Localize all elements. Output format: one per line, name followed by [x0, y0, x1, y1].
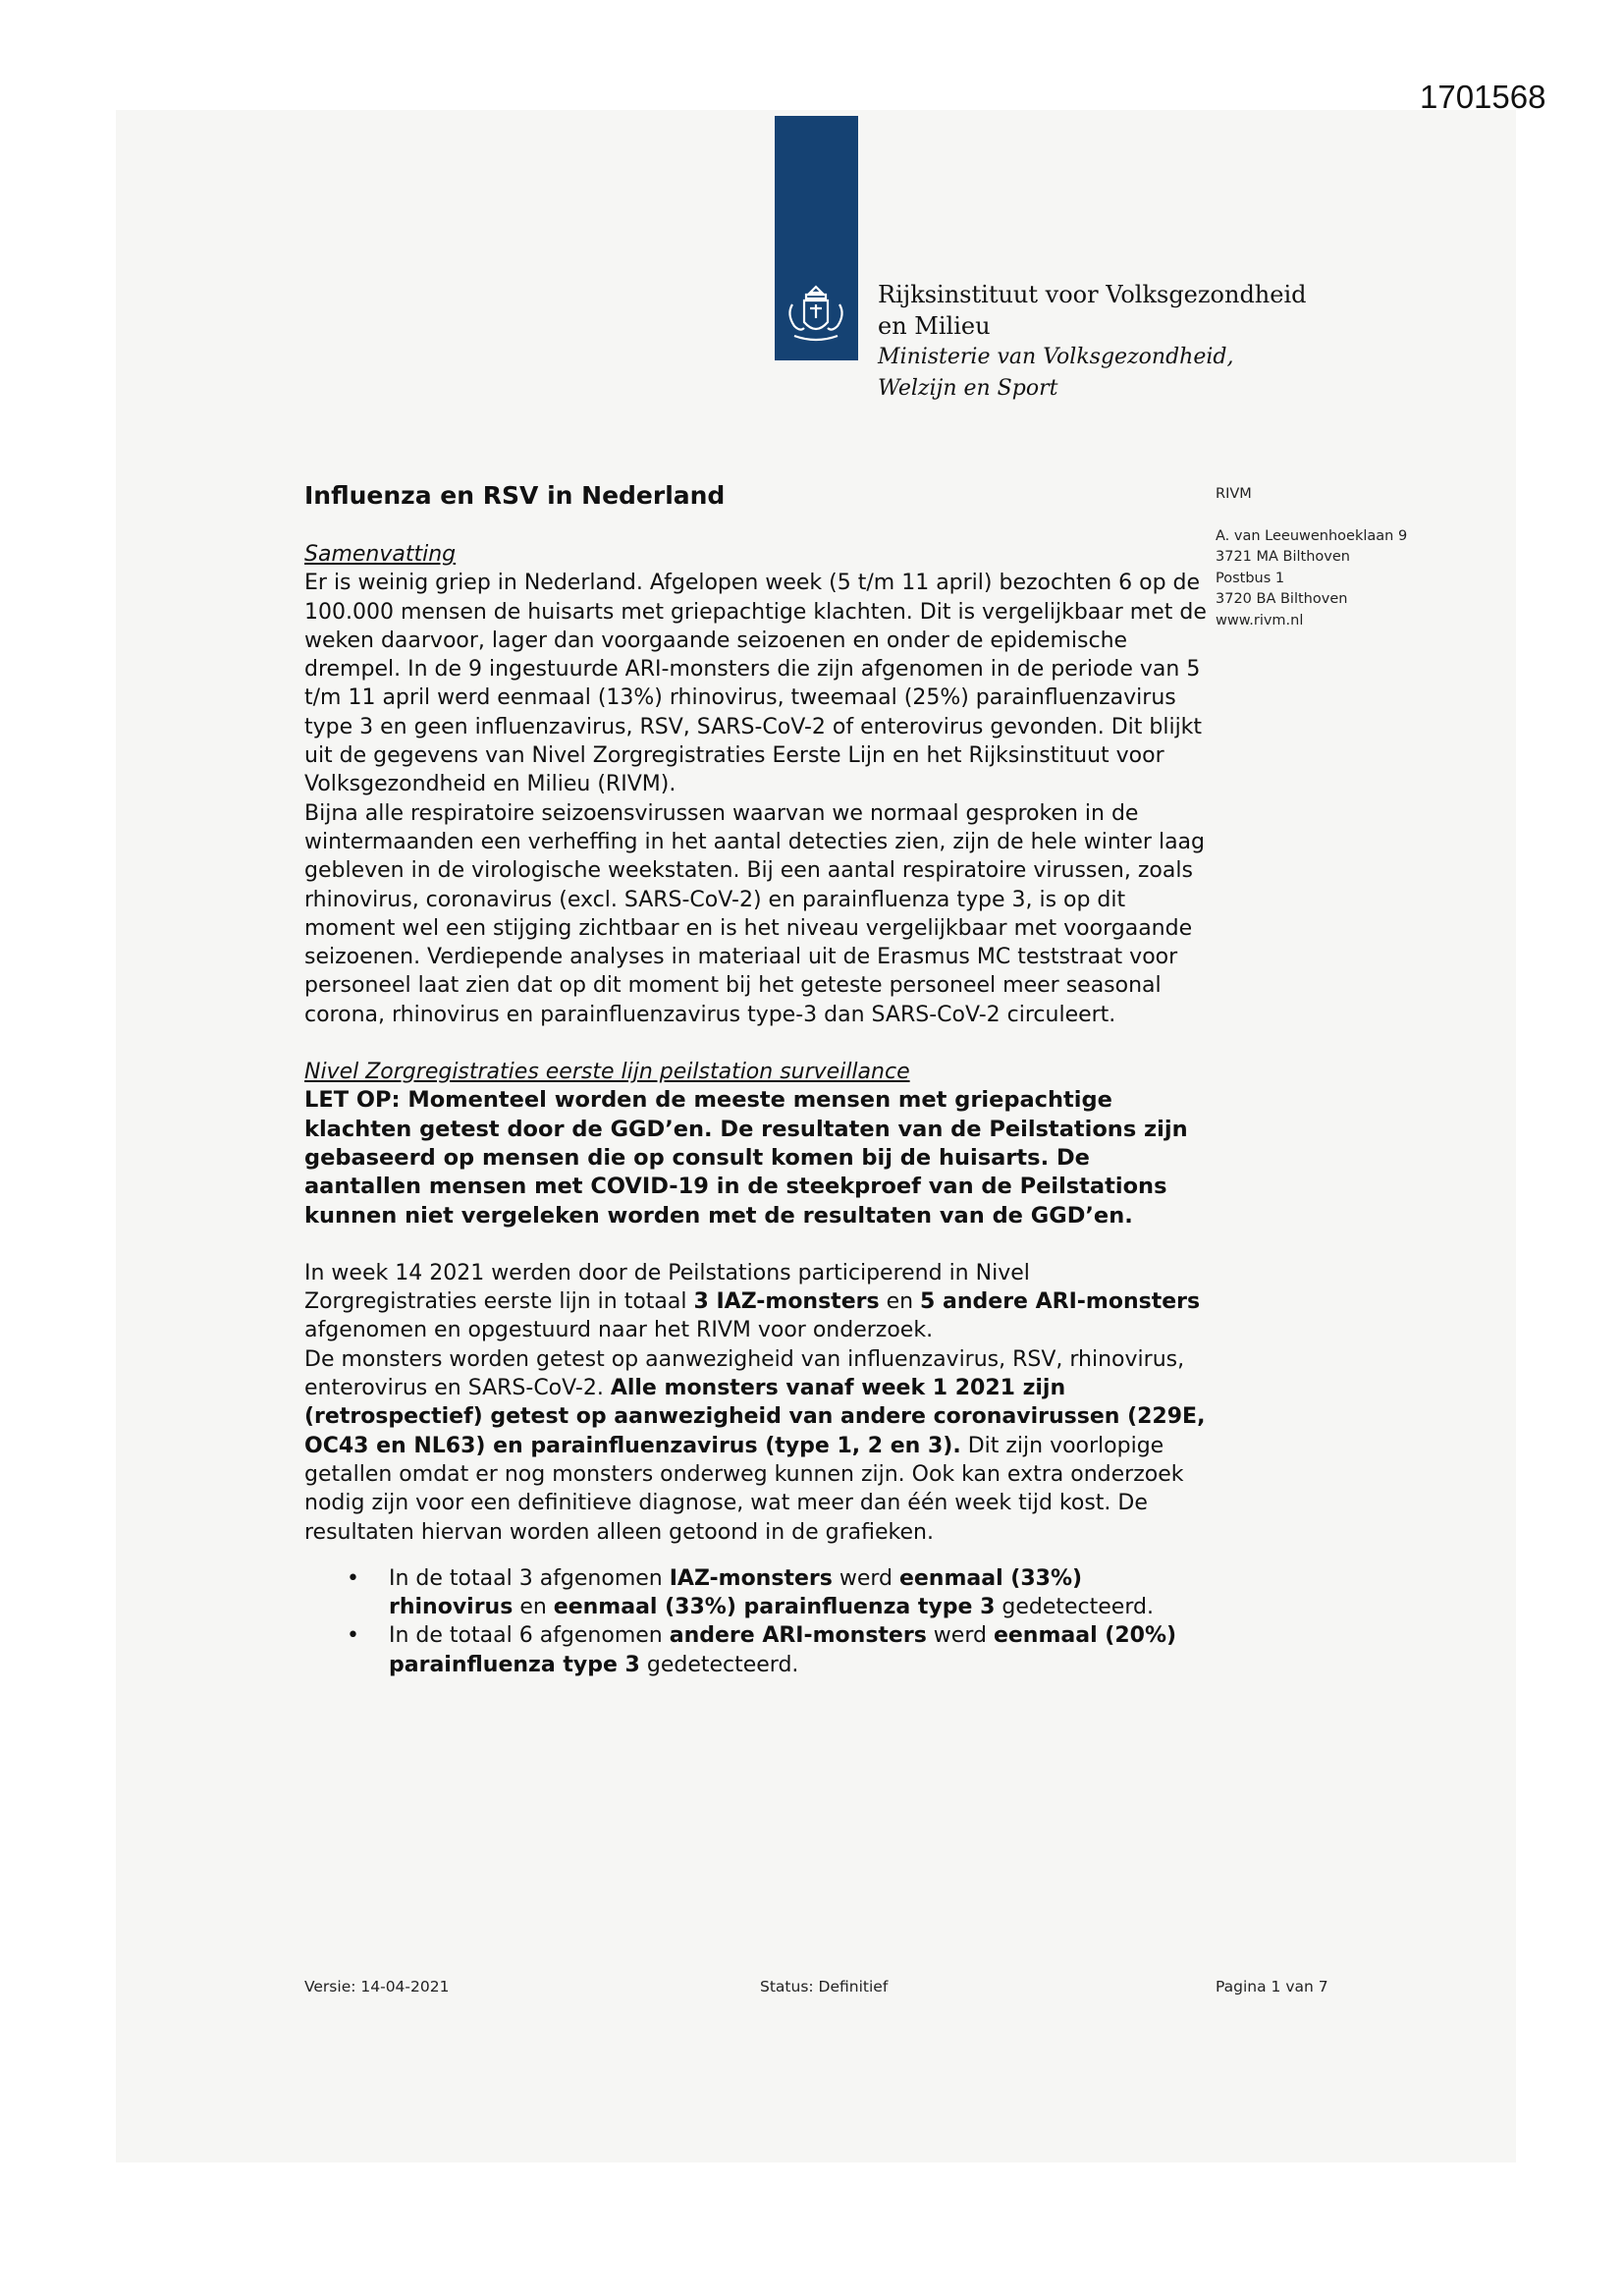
document-number: 1701568: [1420, 79, 1546, 115]
list-item: • In de totaal 6 afgenomen andere ARI-monsters werd eenmaal (20%) parainfluenza type 3 gedetecteerd.: [347, 1623, 1177, 1677]
coat-of-arms-icon: [781, 281, 851, 348]
ministry-line2: Welzijn en Sport: [878, 376, 1058, 401]
org-name-line2: en Milieu: [878, 312, 991, 340]
address-line: 3720 BA Bilthoven: [1216, 591, 1348, 607]
nivel-paragraph-1: In week 14 2021 werden door de Peilstations participerend in Nivel Zorgregistraties eerste lijn in totaal 3 IAZ-monsters en 5 andere ARI-monsters afgenomen en opgestuurd naar het RIVM voor onderzoek.: [304, 1260, 1201, 1343]
list-item: • In de totaal 3 afgenomen IAZ-monsters werd eenmaal (33%) rhinovirus en eenmaal (33%) parainfluenza type 3 gedetecteerd.: [347, 1565, 1154, 1620]
organisation-block: [878, 279, 1307, 405]
results-list: [304, 1564, 1208, 1679]
footer-version: Versie: 14-04-2021: [304, 1978, 450, 1995]
address-line: A. van Leeuwenhoeklaan 9: [1216, 527, 1408, 544]
ministry-line1: Ministerie van Volksgezondheid,: [878, 345, 1234, 369]
nivel-paragraph-2: De monsters worden getest op aanwezigheid van influenzavirus, RSV, rhinovirus, enterovirus en SARS-CoV-2. Alle monsters vanaf week 1 2021 zijn (retrospectief) getest op aanwezigheid van andere coronavirussen (229E, OC43 en NL63) en parainfluenzavirus (type 1, 2 en 3). Dit zijn voorlopige getallen omdat er nog monsters onderweg kunnen zijn. Ook kan extra onderzoek nodig zijn voor een definitieve diagnose, wat meer dan één week tijd kost. De resultaten hiervan worden alleen getoond in de grafieken.: [304, 1346, 1206, 1545]
page-title: Influenza en RSV in Nederland: [304, 481, 726, 510]
summary-paragraph-1: Er is weinig griep in Nederland. Afgelopen week (5 t/m 11 april) bezochten 6 op de 100.000 mensen de huisarts met griepachtige klachten. Dit is vergelijkbaar met de weken daarvoor, lager dan voorgaande seizoenen en onder de epidemische drempel. In de 9 ingestuurde ARI-monsters die zijn afgenomen in de periode van 5 t/m 11 april werd eenmaal (13%) rhinovirus, tweemaal (25%) parainfluenzavirus type 3 en geen influenzavirus, RSV, SARS-CoV-2 of enterovirus gevonden. Dit blijkt uit de gegevens van Nivel Zorgregistraties Eerste Lijn en het Rijksinstituut voor Volksgezondheid en Milieu (RIVM).: [304, 571, 1207, 797]
sidebar-org: RIVM: [1216, 486, 1252, 502]
footer-page-number: Pagina 1 van 7: [1216, 1978, 1328, 1995]
sidebar-address: [1216, 484, 1407, 631]
nivel-heading: Nivel Zorgregistraties eerste lijn peilstation surveillance: [304, 1060, 910, 1085]
warning-note: LET OP: Momenteel worden de meeste mensen met griepachtige klachten getest door de GGD’en. De resultaten van de Peilstations zijn gebaseerd op mensen die op consult komen bij de huisarts. De aantallen mensen met COVID-19 in de steekproef van de Peilstations kunnen niet vergeleken worden met de resultaten van de GGD’en.: [304, 1087, 1188, 1229]
website-link[interactable]: www.rivm.nl: [1216, 612, 1304, 629]
summary-paragraph-2: Bijna alle respiratoire seizoensvirussen waarvan we normaal gesproken in de wintermaanden een verheffing in het aantal detecties zien, zijn de hele winter laag gebleven in de virologische weekstaten. Bij een aantal respiratoire virussen, zoals rhinovirus, coronavirus (excl. SARS-CoV-2) en parainfluenza type 3, is op dit moment wel een stijging zichtbaar en is het niveau vergelijkbaar met voorgaande seizoenen. Verdiepende analyses in materiaal uit de Erasmus MC teststraat voor personeel laat zien dat op dit moment bij het geteste personeel meer seasonal corona, rhinovirus en parainfluenzavirus type-3 dan SARS-CoV-2 circuleert.: [304, 800, 1205, 1027]
address-line: 3721 MA Bilthoven: [1216, 549, 1350, 565]
org-name-line1: Rijksinstituut voor Volksgezondheid: [878, 281, 1307, 308]
summary-heading: Samenvatting: [304, 542, 457, 567]
document-body: [304, 540, 1208, 1679]
address-line: Postbus 1: [1216, 570, 1285, 586]
footer-status: Status: Definitief: [760, 1978, 889, 1995]
rijksoverheid-logo: [775, 116, 858, 360]
